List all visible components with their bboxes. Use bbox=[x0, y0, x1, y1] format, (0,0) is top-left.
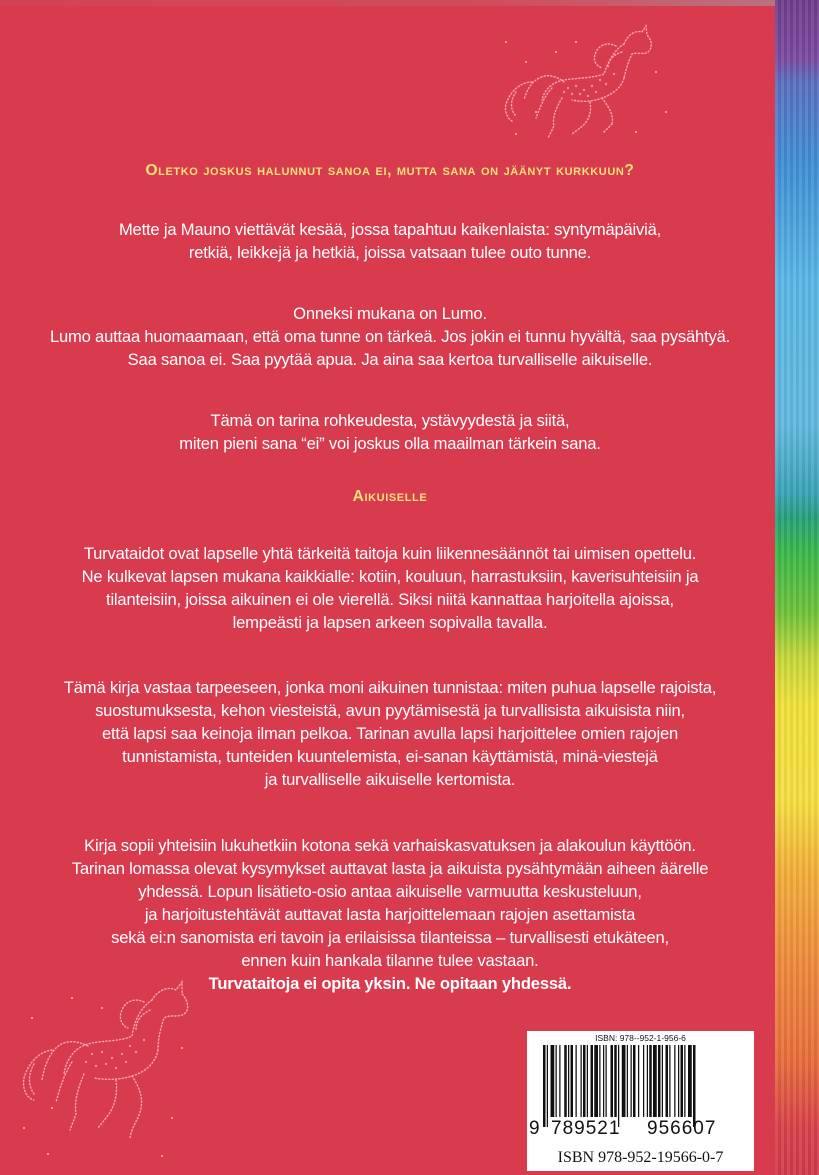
barcode-bar bbox=[564, 1045, 567, 1117]
barcode-bar bbox=[631, 1045, 632, 1117]
barcode-bar bbox=[543, 1045, 546, 1127]
text-line: Tämä on tarina rohkeudesta, ystävyydestä ja siitä, bbox=[210, 411, 570, 430]
intro-paragraph-1 bbox=[40, 218, 740, 264]
text-line: Turvataidot ovat lapselle yhtä tärkeitä taitoja kuin liikennesäännöt tai uimisen opettelu. bbox=[83, 544, 697, 563]
intro-paragraph-3 bbox=[40, 409, 740, 455]
question-heading: Oletko joskus halunnut sanoa ei, mutta sana on jäänyt kurkkuun? bbox=[145, 162, 635, 179]
text-line: että lapsi saa keinoja ilman pelkoa. Tarinan avulla lapsi harjoittelee omien rajojen bbox=[101, 724, 678, 743]
barcode-bar bbox=[599, 1045, 600, 1117]
barcode-bar bbox=[571, 1045, 574, 1117]
barcode-bar bbox=[647, 1045, 648, 1117]
text-line: miten pieni sana “ei” voi joskus olla maailman tärkein sana. bbox=[179, 434, 601, 453]
text-line: Onneksi mukana on Lumo. bbox=[293, 304, 487, 323]
adult-paragraph-1 bbox=[40, 542, 740, 634]
text-line: retkiä, leikkejä ja hetkiä, joissa vatsaan tulee outo tunne. bbox=[188, 243, 592, 262]
barcode-bar bbox=[669, 1045, 670, 1117]
text-line: ja harjoitustehtävät auttavat lasta harjoittelemaan rajojen asettamista bbox=[144, 905, 636, 924]
barcode-bar bbox=[681, 1045, 684, 1117]
barcode-bar bbox=[556, 1045, 557, 1117]
text-line: Kirja sopii yhteisiin lukuhetkiin kotona sekä varhaiskasvatuksen ja alakoulun käyttöön. bbox=[84, 836, 696, 855]
barcode-bar bbox=[662, 1045, 663, 1117]
adult-paragraph-2 bbox=[40, 676, 740, 791]
text-line: sekä ei:n sanomista eri tavoin ja erilaisissa tilanteissa – turvallisesti etukäteen, bbox=[111, 928, 669, 947]
adult-paragraph-3 bbox=[40, 834, 740, 995]
text-line: Mette ja Mauno viettävät kesää, jossa tapahtuu kaikenlaista: syntymäpäiviä, bbox=[118, 220, 662, 239]
barcode-bar bbox=[603, 1045, 604, 1117]
text-line: tilanteisiin, joissa aikuinen ei ole vierellä. Siksi niitä kannattaa harjoitella ajoissa, bbox=[106, 590, 674, 609]
barcode-bar bbox=[551, 1045, 555, 1117]
barcode-bar bbox=[587, 1045, 588, 1117]
barcode-bar bbox=[643, 1045, 644, 1117]
isbn-bottom-label: ISBN 978-952-19566-0-7 bbox=[527, 1147, 754, 1171]
barcode-bars bbox=[543, 1045, 747, 1127]
text-line: Tämä kirja vastaa tarpeeseen, jonka moni aikuinen tunnistaa: miten puhua lapselle rajoista, bbox=[63, 678, 717, 697]
intro-paragraph-2 bbox=[40, 302, 740, 371]
closing-line: Turvataitoja ei opita yksin. Ne opitaan yhdessä. bbox=[208, 974, 572, 993]
text-line: lempeästi ja lapsen arkeen sopivalla tavalla. bbox=[232, 613, 548, 632]
barcode-bar bbox=[633, 1045, 636, 1117]
barcode-bar bbox=[618, 1045, 619, 1127]
barcode-bar bbox=[606, 1045, 607, 1117]
barcode-bar bbox=[684, 1045, 685, 1117]
barcode-bar bbox=[591, 1045, 594, 1117]
barcode-digits-right: 956607 bbox=[647, 1118, 717, 1139]
barcode-bar bbox=[622, 1045, 626, 1117]
barcode-bar bbox=[666, 1045, 669, 1117]
barcode-bar bbox=[688, 1045, 692, 1117]
barcode-bar bbox=[678, 1045, 679, 1117]
text-line: yhdessä. Lopun lisätieto-osio antaa aikuiselle varmuutta keskusteluun, bbox=[138, 882, 642, 901]
text-line: Saa sanoa ei. Saa pyytää apua. Ja aina saa kertoa turvalliselle aikuiselle. bbox=[127, 350, 653, 369]
adult-section-heading: Aikuiselle bbox=[352, 488, 428, 505]
barcode-bar bbox=[627, 1045, 628, 1117]
text-line: ja turvalliselle aikuiselle kertomista. bbox=[264, 770, 516, 789]
rainbow-spine bbox=[775, 0, 819, 1175]
unicorn-illustration-bottom bbox=[12, 978, 202, 1168]
barcode-bar bbox=[581, 1045, 582, 1117]
text-line: suostumuksesta, kehon viesteistä, avun pyytämisestä ja turvallisista aikuisista niin, bbox=[95, 701, 685, 720]
text-line: tunnistamista, tunteiden kuuntelemista, ei-sanan käyttämistä, minä-viestejä bbox=[122, 747, 658, 766]
barcode-bar bbox=[583, 1045, 586, 1117]
barcode-bar bbox=[693, 1045, 696, 1127]
barcode-bar bbox=[559, 1045, 560, 1117]
text-line: Tarinan lomassa olevat kysymykset auttavat lasta ja aikuista pysähtymään aiheen äärelle bbox=[71, 859, 709, 878]
barcode-bar bbox=[638, 1045, 639, 1117]
text-line: Lumo auttaa huomaamaan, että oma tunne on tärkeä. Jos jokin ei tunnu hyvältä, saa pysähtyä. bbox=[49, 327, 731, 346]
barcode-bar bbox=[653, 1045, 657, 1117]
text-line: Ne kulkevat lapsen mukana kaikkialle: kotiin, kouluun, harrastuksiin, kaverisuhteisiin ja bbox=[81, 567, 699, 586]
barcode-bar bbox=[594, 1045, 598, 1117]
isbn-top-label: ISBN: 978--952-1-956-6 bbox=[595, 1033, 686, 1043]
barcode-digits-left: 789521 bbox=[551, 1118, 621, 1139]
barcode bbox=[527, 1031, 754, 1147]
barcode-bar bbox=[658, 1045, 661, 1117]
barcode-bar bbox=[611, 1045, 614, 1117]
barcode-digit-first: 9 bbox=[529, 1118, 541, 1139]
barcode-bar bbox=[614, 1045, 617, 1117]
barcode-bar bbox=[649, 1045, 652, 1117]
barcode-bar bbox=[568, 1045, 569, 1117]
unicorn-illustration-top bbox=[496, 22, 676, 152]
barcode-bar bbox=[576, 1045, 577, 1117]
barcode-bar bbox=[674, 1045, 675, 1117]
barcode-bar bbox=[547, 1045, 548, 1127]
text-line: ennen kuin hankala tilanne tulee vastaan. bbox=[241, 951, 539, 970]
